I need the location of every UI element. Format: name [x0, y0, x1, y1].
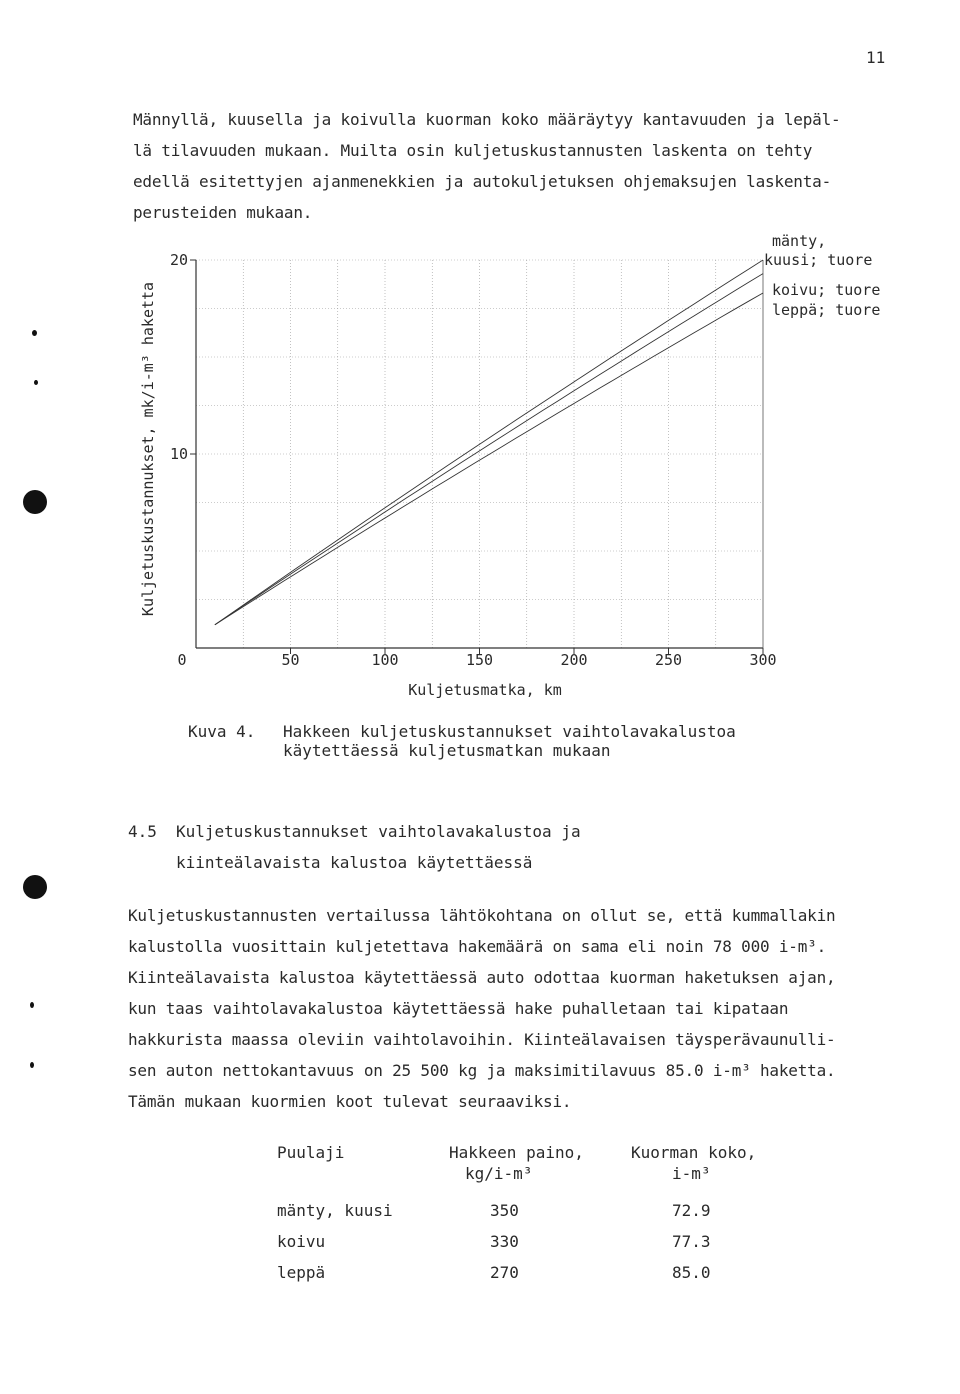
body-line: kalustolla vuosittain kuljetettava hakemäärä on sama eli noin 78 000 i-m³. — [128, 937, 827, 956]
body-line: hakkurista maassa oleviin vaihtolavoihin. Kiinteälavaisen täysperävaunulli- — [128, 1030, 836, 1049]
legend-line: mänty, — [772, 232, 827, 250]
table-header-puulaji: Puulaji — [277, 1143, 345, 1162]
y-tick-label: 10 — [169, 445, 188, 463]
table-cell: 270 — [490, 1263, 519, 1282]
table-cell: 350 — [490, 1201, 519, 1220]
section-heading-line: kiinteälavaista kalustoa käytettäessä — [176, 853, 533, 872]
chart-axes — [196, 260, 763, 648]
body-line: Kiinteälavaista kalustoa käytettäessä auto odottaa kuorman haketuksen ajan, — [128, 968, 836, 987]
x-tick-label: 0 — [177, 651, 187, 669]
figure-caption-line: Hakkeen kuljetuskustannukset vaihtolavakalustoa — [283, 722, 736, 741]
table-header-koko: Kuorman koko, — [631, 1143, 757, 1162]
series-line — [215, 293, 763, 625]
binder-hole-mark — [23, 875, 47, 899]
x-tick-label: 200 — [560, 651, 588, 669]
figure-caption-line: käytettäessä kuljetusmatkan mukaan — [283, 741, 611, 760]
intro-line: perusteiden mukaan. — [133, 203, 313, 222]
page-number: 11 — [866, 48, 886, 67]
table-cell: 72.9 — [672, 1201, 711, 1220]
x-tick-label: 100 — [371, 651, 399, 669]
x-axis-label: Kuljetusmatka, km — [408, 681, 562, 699]
body-line: Kuljetuskustannusten vertailussa lähtökohtana on ollut se, että kummallakin — [128, 906, 836, 925]
margin-speck — [30, 1002, 34, 1008]
chart-legend — [764, 232, 880, 319]
body-line: kun taas vaihtolavakalustoa käytettäessä hake puhalletaan tai kipataan — [128, 999, 789, 1018]
chart-series — [215, 260, 763, 625]
intro-line: Männyllä, kuusella ja koivulla kuorman koko määräytyy kantavuuden ja lepäl- — [133, 110, 841, 129]
table-header-paino: Hakkeen paino, — [449, 1143, 584, 1162]
table-cell: koivu — [277, 1232, 326, 1251]
x-tick-label: 150 — [465, 651, 494, 669]
table-header-koko-unit: i-m³ — [672, 1164, 711, 1183]
body-line: Tämän mukaan kuormien koot tulevat seuraaviksi. — [128, 1092, 572, 1111]
chart-grid — [196, 260, 763, 648]
intro-line: lä tilavuuden mukaan. Muilta osin kuljetuskustannusten laskenta on tehty — [133, 141, 813, 160]
table-header-paino-unit: kg/i-m³ — [465, 1164, 533, 1183]
x-tick-label: 300 — [749, 651, 777, 669]
figure-caption-label: Kuva 4. — [188, 722, 256, 741]
x-tick-label: 50 — [281, 651, 300, 669]
table-cell: leppä — [277, 1263, 326, 1282]
x-tick-label: 250 — [654, 651, 683, 669]
legend-line: kuusi; tuore — [764, 251, 873, 269]
table-cell: 330 — [490, 1232, 519, 1251]
table-cell: 77.3 — [672, 1232, 711, 1251]
y-tick-label: 20 — [169, 251, 188, 269]
section-heading-line: Kuljetuskustannukset vaihtolavakalustoa ja — [176, 822, 581, 841]
margin-speck — [30, 1062, 34, 1068]
legend-line: koivu; tuore — [772, 281, 881, 299]
body-line: sen auton nettokantavuus on 25 500 kg ja maksimitilavuus 85.0 i-m³ haketta. — [128, 1061, 836, 1080]
y-axis-label: Kuljetuskustannukset, mk/i-m³ haketta — [139, 281, 157, 617]
intro-line: edellä esitettyjen ajanmenekkien ja autokuljetuksen ohjemaksujen laskenta- — [133, 172, 832, 191]
series-line — [215, 274, 763, 625]
table-cell: 85.0 — [672, 1263, 711, 1282]
table-cell: mänty, kuusi — [277, 1201, 393, 1220]
chart-ticks — [170, 251, 777, 669]
legend-line: leppä; tuore — [772, 301, 881, 319]
section-number: 4.5 — [128, 822, 157, 841]
